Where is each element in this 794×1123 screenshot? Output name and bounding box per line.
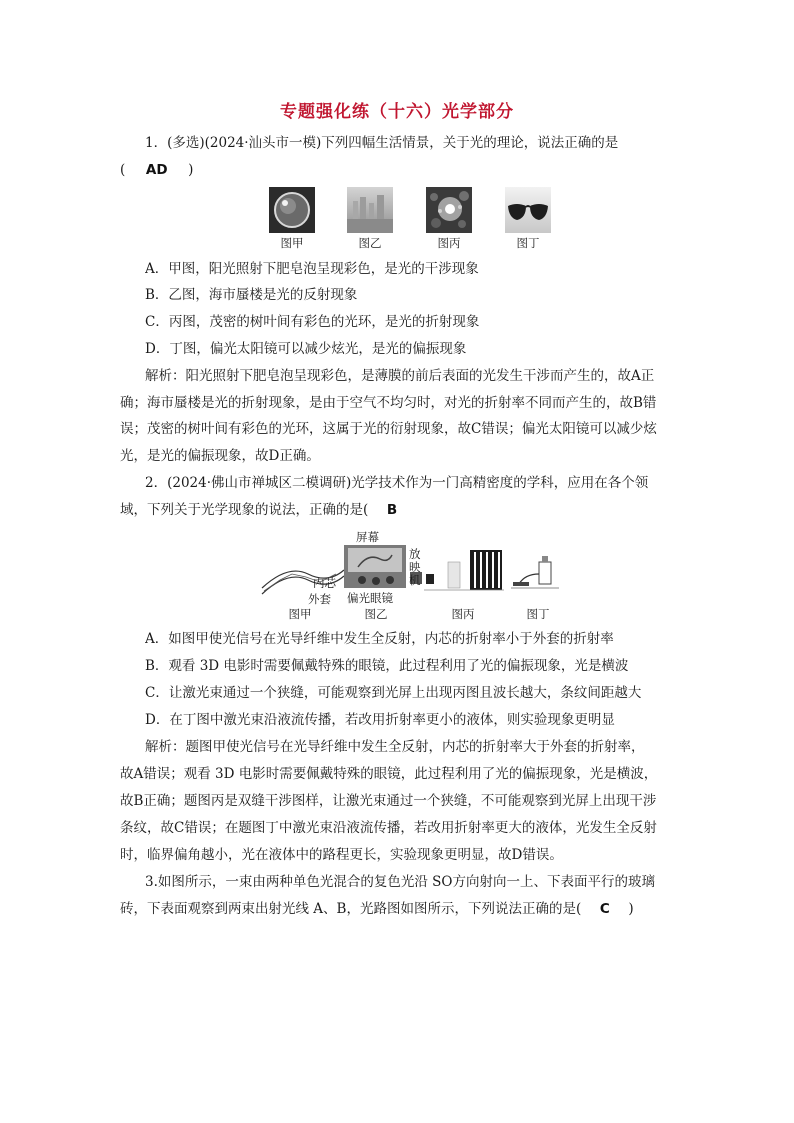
label-outer-sheath: 外套	[308, 592, 331, 606]
label-polarized-glasses: 偏光眼镜	[347, 591, 393, 605]
q2-analysis-line3: 故B正确；题图丙是双缝干涉图样，让激光束通过一个狭缝，不可能观察到光屏上出现干涉	[120, 793, 657, 809]
q2-label-bing: 图丙	[451, 607, 475, 621]
slit-fringe-figure	[424, 548, 504, 594]
q2-analysis-line1: 解析：题图甲使光信号在光导纤维中发生全反射，内芯的折射率大于外套的折射率，	[145, 739, 645, 755]
q3-stem-line1: 3.如图所示，一束由两种单色光混合的复色光沿 SO方向射向一上、下表面平行的玻璃	[145, 874, 655, 890]
q2-label-ding: 图丁	[526, 607, 550, 621]
q1-stem-line1: 1．(多选)(2024·汕头市一模)下列四幅生活情景，关于光的理论，说法正确的是	[145, 135, 619, 151]
q2-option-a: A．如图甲使光信号在光导纤维中发生全反射，内芯的折射率小于外套的折射率	[145, 631, 614, 647]
sunglasses-image	[505, 187, 551, 233]
q2-analysis-line5: 时，临界偏角越小，光在液体中的路程更长，实验现象更明显，故D错误。	[120, 847, 563, 863]
q1-label-ding: 图丁	[516, 236, 540, 250]
label-inner-core: 内芯	[313, 576, 336, 590]
q1-option-d: D．丁图，偏光太阳镜可以减少炫光，是光的偏振现象	[145, 341, 467, 357]
q1-answer-line	[120, 160, 680, 180]
q1-paren-close: )	[188, 162, 194, 178]
q1-analysis-line3: 误；茂密的树叶间有彩色的光环，这属于光的衍射现象，故C错误；偏光太阳镜可以减少炫	[120, 421, 657, 437]
mirage-image	[347, 187, 393, 233]
q1-analysis-line1: 解析：阳光照射下肥皂泡呈现彩色，是薄膜的前后表面的光发生干涉而产生的，故A正	[145, 368, 655, 384]
q1-option-a: A．甲图，阳光照射下肥皂泡呈现彩色，是光的干涉现象	[145, 261, 479, 277]
q2-stem-line2	[120, 500, 680, 520]
q1-analysis-line4: 光，是光的偏振现象，故D正确。	[120, 448, 320, 464]
q2-analysis-line4: 条纹，故C错误；在题图丁中激光束沿液流传播，若改用折射率更大的液体，光发生全反射	[120, 820, 657, 836]
q2-stem-line2-text: 域，下列关于光学现象的说法，正确的是(	[120, 502, 369, 518]
q2-label-yi: 图乙	[364, 607, 388, 621]
q1-label-yi: 图乙	[358, 236, 382, 250]
q3-stem-line2	[120, 899, 680, 919]
q1-analysis-line2: 确；海市蜃楼是光的折射现象，是由于空气不均匀时，对光的折射率不同而产生的，故B错	[120, 395, 657, 411]
q1-label-jia: 图甲	[280, 236, 304, 250]
q3-stem-line2-text: 砖，下表面观察到两束出射光线 A、B，光路图如图所示，下列说法正确的是(	[120, 901, 582, 917]
q1-option-c: C．丙图，茂密的树叶间有彩色的光环，是光的折射现象	[145, 314, 480, 330]
q3-answer: C	[599, 901, 610, 917]
tree-leaves-light-image	[426, 187, 472, 233]
q1-paren-open: (	[120, 162, 126, 178]
q3-paren-close: )	[628, 901, 634, 917]
label-screen: 屏幕	[356, 530, 379, 544]
q2-analysis-line2: 故A错误；观看 3D 电影时需要佩戴特殊的眼镜，此过程利用了光的偏振现象，光是横波，	[120, 766, 658, 782]
q2-option-b: B．观看 3D 电影时需要佩戴特殊的眼镜，此过程利用了光的偏振现象，光是横波	[145, 658, 629, 674]
3d-cinema-figure	[344, 545, 406, 588]
q1-answer: AD	[145, 162, 168, 178]
soap-bubble-image	[269, 187, 315, 233]
label-projector: 放映机	[409, 547, 421, 587]
q2-answer: B	[386, 502, 398, 518]
q1-label-bing: 图丙	[437, 236, 461, 250]
page-title: 专题强化练（十六）光学部分	[280, 102, 514, 122]
q2-option-c: C．让激光束通过一个狭缝，可能观察到光屏上出现丙图且波长越大，条纹间距越大	[145, 685, 642, 701]
laser-liquid-figure	[511, 556, 559, 592]
q1-option-b: B．乙图，海市蜃楼是光的反射现象	[145, 287, 358, 303]
q2-option-d: D．在丁图中激光束沿液流传播，若改用折射率更小的液体，则实验现象更明显	[145, 712, 615, 728]
q2-stem-line1: 2．(2024·佛山市禅城区二模调研)光学技术作为一门高精密度的学科，应用在各个领	[145, 475, 649, 491]
q2-label-jia: 图甲	[288, 607, 312, 621]
